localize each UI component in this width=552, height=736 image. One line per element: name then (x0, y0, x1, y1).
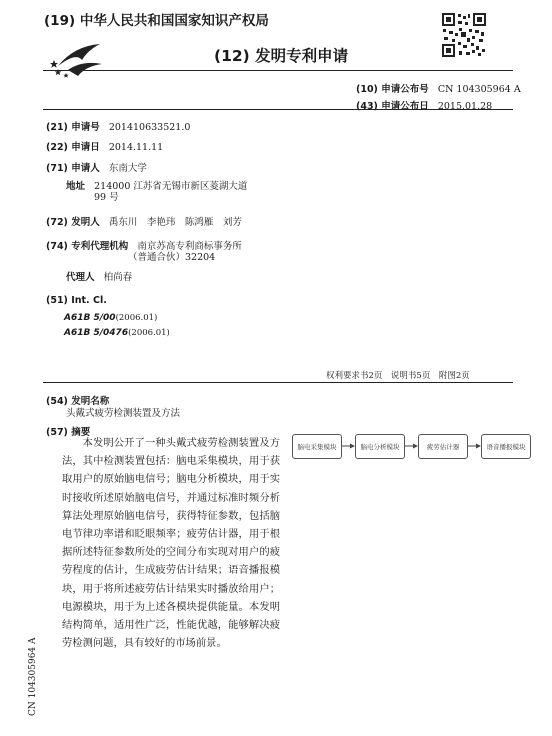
app-no-value: 201410633521.0 (108, 122, 191, 133)
pub-date-label: (43) 申请公布日 (356, 101, 429, 112)
address-line1: 214000 江苏省无锡市新区菱湖大道 (94, 181, 248, 192)
ipc-code: A61B 5/00 (64, 313, 116, 323)
filing-date-row (46, 135, 163, 154)
abstract-text (62, 434, 280, 652)
app-no-label: (21) 申请号 (46, 122, 100, 133)
agency-line1: 南京苏高专利商标事务所 (137, 241, 242, 252)
pub-no-label: (10) 申请公布号 (356, 84, 429, 95)
ipc-version: (2006.01) (128, 328, 170, 338)
diagram-box-fatigue-estimator: 疲劳估计器 (418, 434, 468, 459)
invention-title: 头戴式疲劳检测装置及方法 (66, 408, 181, 419)
diagram-box-eeg-acquisition: 脑电采集模块 (292, 434, 342, 459)
ipc-item (64, 320, 170, 339)
applicant-value: 东南大学 (108, 163, 147, 174)
pub-divider (43, 109, 513, 110)
applicant-row (46, 156, 147, 175)
ipc-label: (51) Int. Cl. (46, 295, 107, 306)
agency-label: (74) 专利代理机构 (46, 241, 129, 252)
ipc-code: A61B 5/0476 (64, 328, 129, 338)
address-line2: 99 号 (94, 192, 119, 203)
document-type: (12) 发明专利申请 (214, 47, 349, 65)
agent-label: 代理人 (66, 272, 95, 283)
inventors-row (46, 210, 242, 229)
pages-summary: 权利要求书2页 说明书5页 附图2页 (326, 371, 470, 381)
diagram-arrows (292, 440, 532, 452)
address-label: 地址 (66, 181, 86, 192)
abstract-label: (57) 摘要 (46, 427, 91, 438)
applicant-label: (71) 申请人 (46, 163, 100, 174)
inventors-value: 禹东川 李艳玮 陈鸿雁 刘芳 (108, 217, 242, 228)
pub-no-value: CN 104305964 A (437, 84, 521, 95)
office-name: (19) 中华人民共和国国家知识产权局 (44, 13, 269, 29)
diagram-box-eeg-analysis: 脑电分析模块 (355, 434, 405, 459)
cnipa-emblem (48, 38, 108, 80)
ipc-version: (2006.01) (115, 313, 158, 323)
abstract-paragraph: 本发明公开了一种头戴式疲劳检测装置及方法，其中检测装置包括：脑电采集模块，用于获取用户的原始脑电信号；脑电分析模块，用于实时接收所述原始脑电信号，并通过标准时频分析算法处理原始脑电信号，获得特征参数，包括脑电节律功率谱和眨眼频率；疲劳估计器，用于根据所述特征参数所处的空间分布实现对用户的疲劳程度的估计，生成疲劳估计结果；语音播报模块，用于将所述疲劳估计结果实时播放给用户；电源模块，用于为上述各模块提供能量。本发明结构简单，适用性广泛，性能优越，能够解决疲劳检测问题，具有较好的市场前景。 (62, 437, 280, 650)
side-publication-number: CN 104305964 A (28, 637, 38, 716)
filing-date-label: (22) 申请日 (46, 142, 100, 153)
header-divider (43, 70, 513, 71)
app-no-row (46, 115, 190, 134)
agent-value: 柏尚春 (103, 272, 133, 283)
summary-divider (43, 382, 513, 383)
pub-date-row (356, 94, 492, 113)
diagram-box-voice-broadcast: 语音播报模块 (481, 434, 531, 459)
inventors-label: (72) 发明人 (46, 217, 100, 228)
filing-date-value: 2014.11.11 (108, 142, 164, 153)
pub-date-value: 2015.01.28 (437, 101, 493, 112)
agency-line2: （普通合伙）32204 (128, 252, 216, 263)
title-label: (54) 发明名称 (46, 396, 110, 407)
qr-code (441, 12, 487, 58)
agent-row (66, 265, 132, 284)
